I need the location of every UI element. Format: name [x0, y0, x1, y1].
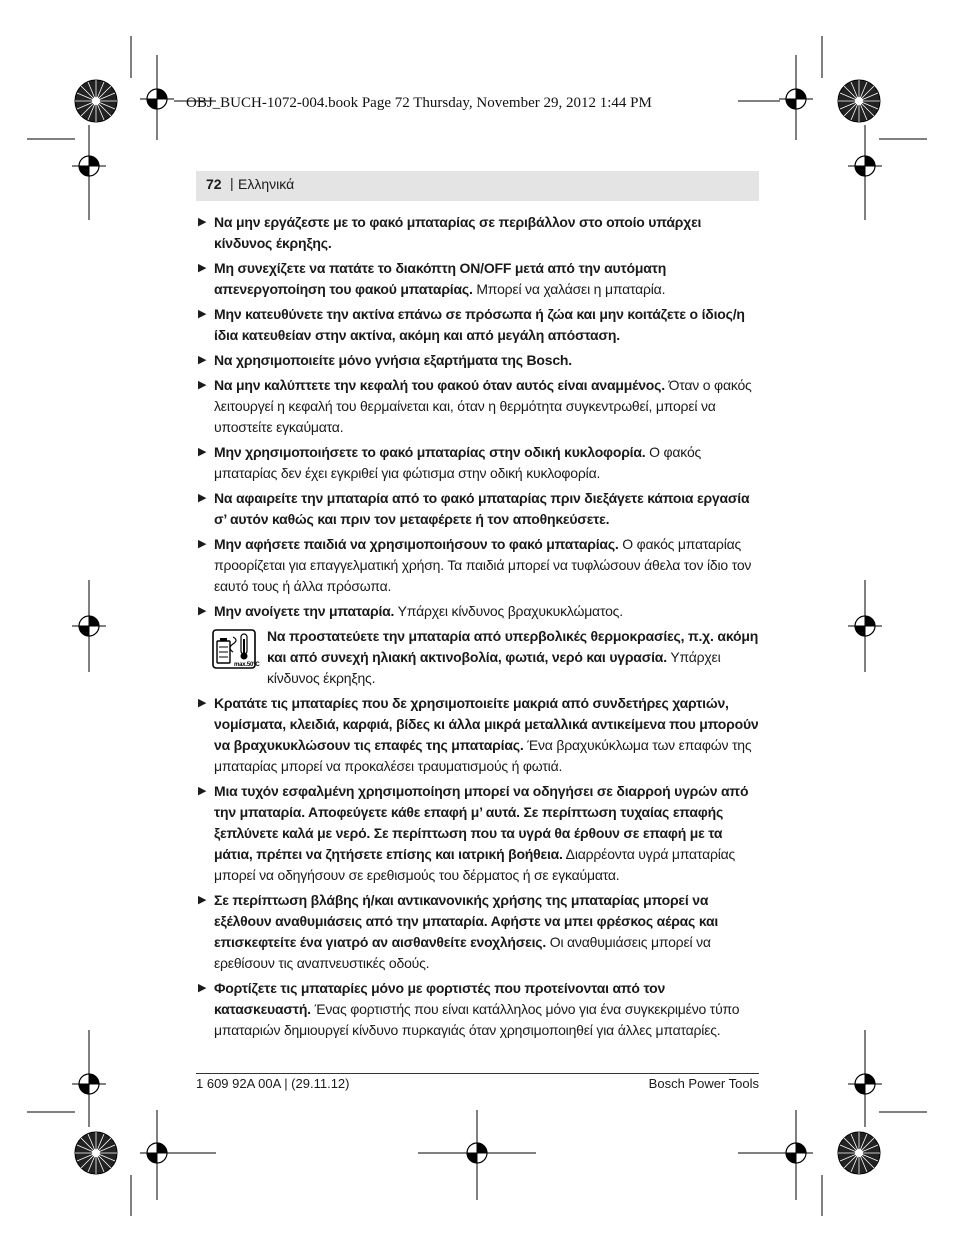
bullet-arrow-icon: ▶: [198, 785, 207, 797]
item-bold-text: Σε περίπτωση βλάβης ή/και αντικανονικής χρήσης της μπαταρίας μπορεί να εξέλθουν αναθυμιάσεις από την μπαταρία. Αφήστε να μπει φρέσκος αέρας και επισκεφτείτε ένα γιατρό αν αισθανθείτε ενοχλήσεις.: [214, 892, 719, 950]
bullet-arrow-icon: ▶: [198, 982, 207, 994]
bullet-arrow-icon: ▶: [198, 262, 207, 274]
battery-heat-warning-icon: [212, 629, 260, 669]
item-bold-text: Μη συνεχίζετε να πατάτε το διακόπτη ON/OFF μετά από την αυτόματη απενεργοποίηση του φακού μπαταρίας.: [214, 260, 667, 297]
item-text: Ο φακός μπαταρίας δεν έχει εγκριθεί για φώτισμα στην οδική κυκλοφορία.: [214, 444, 702, 481]
item-bold-text: Φορτίζετε τις μπαταρίες μόνο με φορτιστές που προτείνονται από τον κατασκευαστή.: [214, 980, 666, 1017]
item-bold-text: Μια τυχόν εσφαλμένη χρησιμοποίηση μπορεί να οδηγήσει σε διαρροή υγρών από την μπαταρία. Αποφεύγετε κάθε επαφή μ’ αυτά. Σε περίπτωση τυχαίας επαφής ξεπλύνετε καλά με νερό. Σε περίπτωση που τα υγρά θα έρθουν σε επαφή με τα μάτια, πρέπει να ζητήσετε επίσης και ιατρική βοήθεια.: [214, 783, 749, 862]
warning-bold-text: Να προστατεύετε την μπαταρία από υπερβολικές θερμοκρασίες, π.χ. ακόμη και από συνεχή ηλιακή ακτινοβολία, φωτιά, νερό και υγρασία.: [267, 628, 759, 665]
bullet-arrow-icon: ▶: [198, 605, 207, 617]
bullet-arrow-icon: ▶: [198, 308, 207, 320]
item-text: Ο φακός μπαταρίας προορίζεται για επαγγελματική χρήση. Τα παιδιά μπορεί να τυφλώσουν άθελα τον ίδιο τον εαυτό τους ή άλλα πρόσωπα.: [214, 536, 752, 594]
list-item: [196, 442, 759, 484]
item-text: Υπάρχει κίνδυνος βραχυκυκλώματος.: [394, 603, 623, 619]
heat-warning: [196, 626, 759, 689]
list-item: [196, 601, 759, 622]
header-language: Ελληνικά: [238, 176, 295, 192]
list-item: [196, 978, 759, 1041]
list-item: [196, 890, 759, 974]
item-text: Ένας φορτιστής που είναι κατάλληλος μόνο για ένα συγκεκριμένο τύπο μπαταριών δημιουργεί κίνδυνο πυρκαγιάς όταν χρησιμοποιηθεί για άλλες μπαταρίες.: [214, 1001, 740, 1038]
item-text: Ένα βραχυκύκλωμα των επαφών της μπαταρίας μπορεί να προκαλέσει τραυματισμούς ή φωτιά.: [214, 737, 752, 774]
item-bold-text: Να μην εργάζεστε με το φακό μπαταρίας σε περιβάλλον στο οποίο υπάρχει κίνδυνος έκρηξης.: [214, 214, 702, 251]
list-item: [196, 693, 759, 777]
list-item: [196, 534, 759, 597]
footer-document-id: 1 609 92A 00A | (29.11.12): [196, 1076, 350, 1091]
bullet-arrow-icon: ▶: [198, 354, 207, 366]
page-number: 72: [206, 176, 222, 192]
list-item: [196, 258, 759, 300]
bullet-arrow-icon: ▶: [198, 492, 207, 504]
item-bold-text: Να χρησιμοποιείτε μόνο γνήσια εξαρτήματα της Bosch.: [214, 352, 572, 368]
list-item: [196, 350, 759, 371]
print-slug: OBJ_BUCH-1072-004.book Page 72 Thursday, November 29, 2012 1:44 PM: [186, 95, 652, 111]
item-bold-text: Μην αφήσετε παιδιά να χρησιμοποιήσουν το φακό μπαταρίας.: [214, 536, 619, 552]
footer-brand: Bosch Power Tools: [648, 1076, 759, 1091]
item-bold-text: Μην ανοίγετε την μπαταρία.: [214, 603, 395, 619]
list-item: [196, 375, 759, 438]
item-text: Διαρρέοντα υγρά μπαταρίας μπορεί να οδηγήσουν σε ερεθισμούς του δέρματος ή σε εγκαύματα.: [214, 846, 736, 883]
page-header: [196, 171, 759, 201]
bullet-arrow-icon: ▶: [198, 446, 207, 458]
bullet-arrow-icon: ▶: [198, 379, 207, 391]
warning-text: Υπάρχει κίνδυνος έκρηξης.: [267, 649, 721, 686]
item-bold-text: Να αφαιρείτε την μπαταρία από το φακό μπαταρίας πριν διεξάγετε κάποια εργασία σ’ αυτόν καθώς και πριν τον μεταφέρετε ή τον αποθηκεύσετε.: [214, 490, 750, 527]
bullet-arrow-icon: ▶: [198, 697, 207, 709]
item-bold-text: Μην χρησιμοποιήσετε το φακό μπαταρίας στην οδική κυκλοφορία.: [214, 444, 646, 460]
header-separator: |: [230, 175, 234, 191]
list-item: [196, 304, 759, 346]
item-text: Όταν ο φακός λειτουργεί η κεφαλή του θερμαίνεται και, όταν η θερμότητα συγκεντρωθεί, μπορεί να υποστείτε εγκαύματα.: [214, 377, 752, 435]
list-item: [196, 488, 759, 530]
footer-divider: [196, 1073, 759, 1074]
safety-instructions: [196, 212, 759, 1045]
list-item: [196, 781, 759, 886]
icon-temperature-label: max.50°C: [234, 662, 260, 668]
item-text: Μπορεί να χαλάσει η μπαταρία.: [472, 281, 666, 297]
item-text: Οι αναθυμιάσεις μπορεί να ερεθίσουν τις αναπνευστικές οδούς.: [214, 934, 711, 971]
bullet-arrow-icon: ▶: [198, 216, 207, 228]
item-bold-text: Κρατάτε τις μπαταρίες που δε χρησιμοποιείτε μακριά από συνδετήρες χαρτιών, νομίσματα, κλειδιά, καρφιά, βίδες κι άλλα μικρά μεταλλικά αντικείμενα που μπορούν να βραχυκυκλώσουν τις επαφές της μπαταρίας.: [214, 695, 759, 753]
list-item: [196, 212, 759, 254]
item-bold-text: Μην κατευθύνετε την ακτίνα επάνω σε πρόσωπα ή ζώα και μην κοιτάζετε ο ίδιος/η ίδια κατευθείαν στην ακτίνα, ακόμη και από μεγάλη απόσταση.: [214, 306, 745, 343]
bullet-arrow-icon: ▶: [198, 538, 207, 550]
item-bold-text: Να μην καλύπτετε την κεφαλή του φακού όταν αυτός είναι αναμμένος.: [214, 377, 665, 393]
bullet-arrow-icon: ▶: [198, 894, 207, 906]
